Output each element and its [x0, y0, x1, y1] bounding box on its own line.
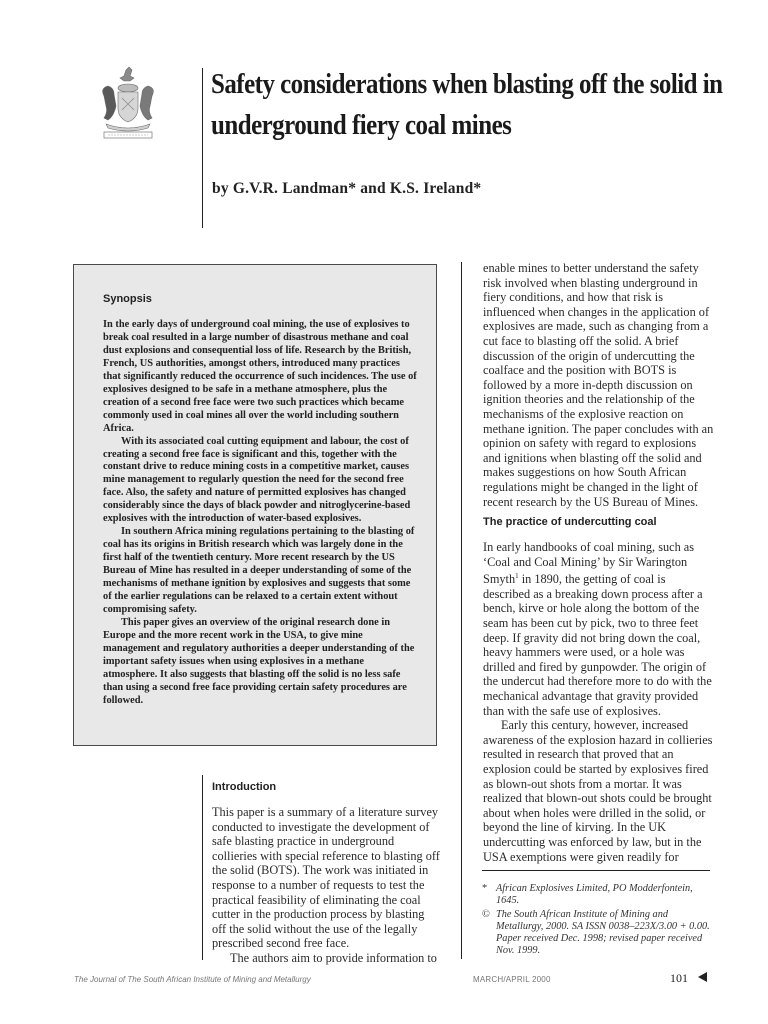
footnotes	[482, 883, 714, 959]
introduction-paragraph: The authors aim to provide information to	[230, 950, 437, 965]
left-triangle-icon	[698, 972, 707, 982]
author-byline: by G.V.R. Landman* and K.S. Ireland*	[212, 180, 482, 197]
coat-of-arms-icon	[96, 66, 160, 142]
synopsis-paragraph: In southern Africa mining regulations pertaining to the blasting of coal has its origins in British research which was largely done in the first half of the twentieth century. More recent research by the US Bureau of Mine has resulted in a deeper understanding of some of the mechanisms of methane ignition by explosives and suggests that some of the earlier regulations can be relaxed to a certain extent without compromising safety.	[103, 526, 415, 615]
synopsis-heading: Synopsis	[103, 293, 152, 305]
article-title: Safety considerations when blasting off the solid in underground fiery coal mines	[211, 68, 723, 141]
footnote-divider	[482, 870, 710, 871]
practice-body	[483, 540, 715, 864]
footer-issue-date: MARCH/APRIL 2000	[473, 975, 551, 984]
practice-paragraph: Early this century, however, increased awareness of the explosion hazard in collieries resulted in research that proved that an explosion could be started by explosives fired as blown-out shots from a mortar. It was realized that blown-out shots could be brought about when holes were drilled in the solid, or beyond the line of kirving. In the UK undercutting was enforced by law, but in the USA exemptions were given readily for	[483, 718, 713, 864]
reference-marker[interactable]: 1	[515, 572, 519, 581]
practice-paragraph	[483, 540, 715, 718]
footnote-affiliation	[482, 883, 714, 907]
introduction-body	[212, 805, 440, 966]
introduction-paragraph: This paper is a summary of a literature survey conducted to investigate the development of safe blasting practice in underground collieries with special reference to blasting off the solid (BOTS). The work was initiated in response to a number of requests to test the practical feasibility of eliminating the coal cutter in the production process by blasting off the solid without the use of the legally prescribed second free face.	[212, 805, 440, 951]
introduction-continuation-paragraph: enable mines to better understand the safety risk involved when blasting underground in fiery conditions, and how that risk is influenced when changes in the application of explosives are made, such as changing from a cut face to blasting off the solid. A brief discussion of the origin of undercutting the coalface and the position with BOTS is followed by a more in-depth discussion on ignition theories and the relationship of the mechanisms of the explosive reaction on methane ignition. The paper concludes with an opinion on safety with regard to explosions and ignitions when blasting off the solid and makes suggestions on how South African regulations might be changed in the light of recent research by the US Bureau of Mines.	[483, 261, 714, 509]
title-divider-rule	[202, 68, 203, 228]
synopsis-body	[103, 319, 419, 708]
practice-text: In early handbooks of coal mining, such as ‘Coal and Coal Mining’ by Sir Warington Smyth	[483, 540, 695, 587]
practice-heading: The practice of undercutting coal	[483, 516, 657, 528]
introduction-heading: Introduction	[212, 781, 277, 793]
introduction-continuation	[483, 261, 715, 509]
footnote-copyright	[482, 909, 714, 957]
footnote-mark: ©	[482, 909, 490, 920]
footer-journal-name: The Journal of The South African Institute of Mining and Metallurgy	[74, 975, 311, 984]
right-column-rule	[461, 262, 462, 959]
footnote-mark: *	[482, 883, 488, 894]
page-number: 101	[670, 971, 688, 985]
practice-text: in 1890, the getting of coal is described as a breaking down process after a bench, kirve or hole along the bottom of the seam has been cut by pick, two to three feet deep. If gravity did not bring down the coal, heavy hammers were used, or a hole was drilled and fired by gunpowder. The origin of the undercut had therefore more to do with the mechanical advantage that gravity provided than with the safe use of explosives.	[483, 572, 712, 718]
synopsis-paragraph: This paper gives an overview of the original research done in Europe and the more recent work in the USA, to give mine management and regulatory authorities a deeper understanding of the important safety issues when using explosives in a methane atmosphere. It also suggests that blasting off the solid is no less safe than using a second free face providing certain safety procedures are followed.	[103, 616, 415, 706]
synopsis-box	[73, 264, 437, 746]
footnote-text: The South African Institute of Mining and Metallurgy, 2000. SA ISSN 0038–223X/3.00 + 0.00. Paper received Dec. 1998; revised paper received Nov. 1999.	[496, 909, 710, 956]
footnote-text: African Explosives Limited, PO Modderfontein, 1645.	[496, 883, 693, 906]
synopsis-paragraph: With its associated coal cutting equipment and labour, the cost of creating a second free face is significant and this, together with the constant drive to reduce mining costs in a competitive market, causes mine management to regularly question the need for the second free face. Also, the safety and nature of permitted explosives has changed considerably since the days of black powder and nitroglycerine-based explosives with the introduction of water-based explosives.	[103, 435, 411, 525]
synopsis-paragraph: In the early days of underground coal mining, the use of explosives to break coal resulted in a large number of disastrous methane and coal dust explosions and consequential loss of life. Research by the British, French, US authorities, amongst others, introduced many practices that significantly reduced the occurrence of such incidences. The use of explosives designed to be safe in a methane atmosphere, plus the creation of a second free face were two such practices which became commonly used in coal mines all over the world including southern Africa.	[103, 319, 417, 434]
intro-column-rule	[202, 775, 203, 960]
